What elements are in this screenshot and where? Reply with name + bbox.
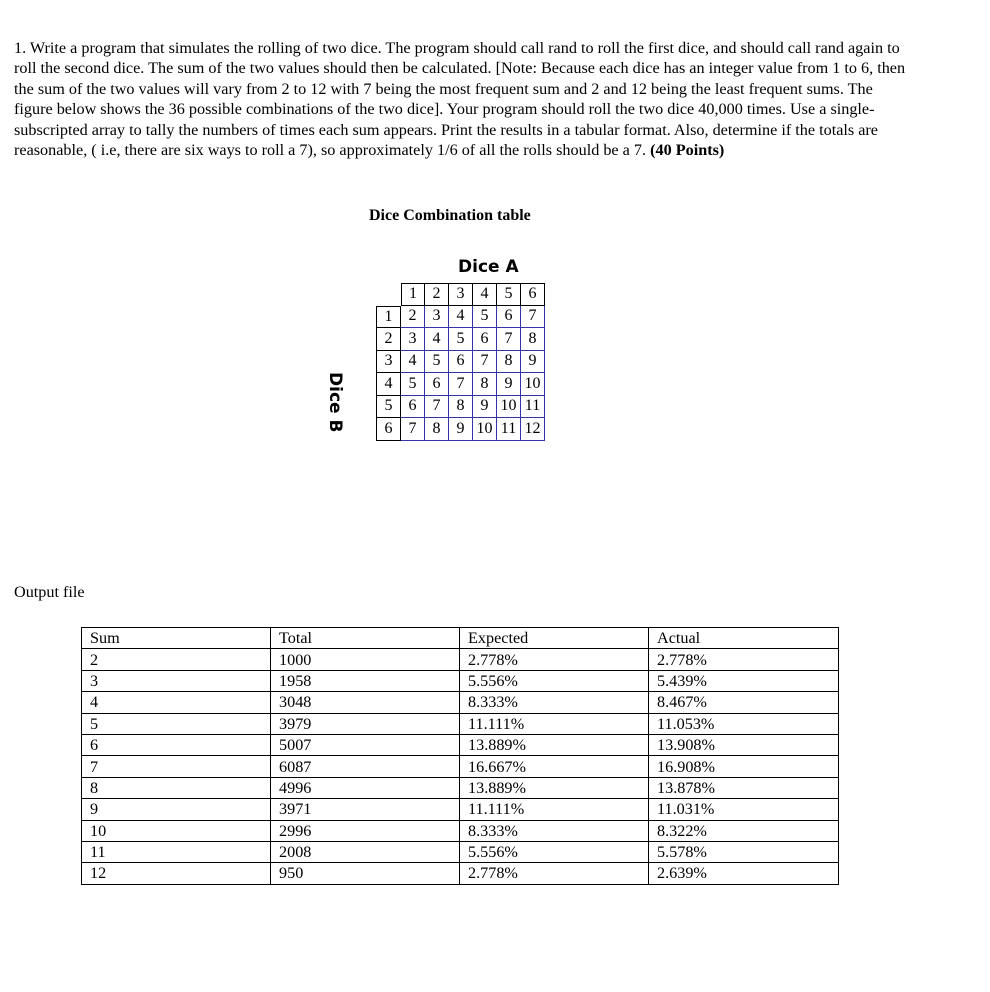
results-row bbox=[82, 799, 839, 820]
results-cell: 3048 bbox=[271, 692, 460, 713]
results-row bbox=[82, 734, 839, 755]
dice-b-row-label: 6 bbox=[376, 418, 401, 441]
results-cell: 1000 bbox=[271, 649, 460, 670]
output-file-label: Output file bbox=[14, 583, 85, 601]
combination-sum-cell: 8 bbox=[425, 418, 449, 441]
combination-sum-cell: 4 bbox=[401, 351, 425, 374]
results-row bbox=[82, 713, 839, 734]
results-cell: 950 bbox=[271, 863, 460, 884]
combination-sum-cell: 7 bbox=[401, 418, 425, 441]
combination-sum-cell: 11 bbox=[521, 396, 545, 419]
results-row bbox=[82, 670, 839, 691]
results-cell: 2.639% bbox=[649, 863, 839, 884]
combination-sum-cell: 7 bbox=[497, 328, 521, 351]
question-body: 1. Write a program that simulates the rolling of two dice. The program should call rand to roll the first dice, and should call rand again to roll the second dice. The sum of the two values should then be calculated. [Note: Because each dice has an integer value from 1 to 6, then the sum of the two values will vary from 2 to 12 with 7 being the most frequent sum and 2 and 12 being the least frequent sums. The figure below shows the 36 possible combinations of the two dice]. Your program should roll the two dice 40,000 times. Use a single-subscripted array to tally the numbers of times each sum appears. Print the results in a tabular format. Also, determine if the totals are reasonable, ( i.e, there are six ways to roll a 7), so approximately 1/6 of all the rolls should be a 7. bbox=[14, 39, 906, 160]
dice-b-row-label: 1 bbox=[376, 306, 401, 329]
results-row bbox=[82, 756, 839, 777]
results-table bbox=[81, 627, 839, 885]
results-cell: 2996 bbox=[271, 820, 460, 841]
results-cell: 11.111% bbox=[460, 713, 649, 734]
results-cell: 3979 bbox=[271, 713, 460, 734]
results-cell: 11 bbox=[82, 841, 271, 862]
dice-b-row-label: 4 bbox=[376, 373, 401, 396]
dice-a-header-cell: 3 bbox=[449, 283, 473, 306]
results-row bbox=[82, 777, 839, 798]
combination-sum-cell: 7 bbox=[449, 373, 473, 396]
results-cell: 5007 bbox=[271, 734, 460, 755]
results-cell: 8 bbox=[82, 777, 271, 798]
dice-a-label: Dice A bbox=[458, 257, 519, 277]
results-cell: 13.889% bbox=[460, 777, 649, 798]
results-cell: 5.439% bbox=[649, 670, 839, 691]
results-cell: 5 bbox=[82, 713, 271, 734]
dice-b-row-label: 3 bbox=[376, 351, 401, 374]
results-cell: 2008 bbox=[271, 841, 460, 862]
results-cell: 13.878% bbox=[649, 777, 839, 798]
results-cell: 10 bbox=[82, 820, 271, 841]
results-cell: 1958 bbox=[271, 670, 460, 691]
combination-sum-cell: 6 bbox=[425, 373, 449, 396]
combination-sum-cell: 5 bbox=[425, 351, 449, 374]
combination-sum-cell: 7 bbox=[473, 351, 497, 374]
results-cell: 11.053% bbox=[649, 713, 839, 734]
results-cell: 11.031% bbox=[649, 799, 839, 820]
combination-sum-cell: 8 bbox=[521, 328, 545, 351]
results-row bbox=[82, 692, 839, 713]
combination-sum-cell: 6 bbox=[449, 351, 473, 374]
combination-sum-cell: 9 bbox=[449, 418, 473, 441]
combination-sum-cell: 8 bbox=[497, 351, 521, 374]
combination-sum-cell: 6 bbox=[473, 328, 497, 351]
combination-sum-cell: 5 bbox=[449, 328, 473, 351]
results-cell: 5.556% bbox=[460, 841, 649, 862]
combination-sum-cell: 9 bbox=[473, 396, 497, 419]
results-cell: 13.908% bbox=[649, 734, 839, 755]
results-header-cell: Total bbox=[271, 628, 460, 649]
dice-combination-grid bbox=[376, 283, 545, 441]
results-cell: 16.908% bbox=[649, 756, 839, 777]
dice-a-header-cell: 5 bbox=[497, 283, 521, 306]
combination-table-title: Dice Combination table bbox=[369, 207, 531, 224]
combination-sum-cell: 12 bbox=[521, 418, 545, 441]
results-cell: 8.322% bbox=[649, 820, 839, 841]
grid-corner bbox=[376, 283, 401, 306]
combination-sum-cell: 3 bbox=[401, 328, 425, 351]
results-cell: 6 bbox=[82, 734, 271, 755]
results-row bbox=[82, 863, 839, 884]
dice-b-label: Dice B bbox=[325, 372, 345, 433]
results-header-cell: Expected bbox=[460, 628, 649, 649]
results-row bbox=[82, 649, 839, 670]
dice-a-header-cell: 4 bbox=[473, 283, 497, 306]
combination-sum-cell: 8 bbox=[473, 373, 497, 396]
results-cell: 5.556% bbox=[460, 670, 649, 691]
combination-sum-cell: 5 bbox=[401, 373, 425, 396]
results-cell: 13.889% bbox=[460, 734, 649, 755]
results-cell: 2.778% bbox=[460, 649, 649, 670]
results-cell: 2 bbox=[82, 649, 271, 670]
dice-a-header-cell: 2 bbox=[425, 283, 449, 306]
combination-sum-cell: 4 bbox=[425, 328, 449, 351]
combination-sum-cell: 6 bbox=[401, 396, 425, 419]
dice-b-row-label: 2 bbox=[376, 328, 401, 351]
combination-sum-cell: 5 bbox=[473, 306, 497, 329]
results-cell: 8.333% bbox=[460, 820, 649, 841]
combination-sum-cell: 3 bbox=[425, 306, 449, 329]
combination-sum-cell: 2 bbox=[401, 306, 425, 329]
combination-sum-cell: 10 bbox=[497, 396, 521, 419]
combination-sum-cell: 9 bbox=[497, 373, 521, 396]
results-cell: 2.778% bbox=[649, 649, 839, 670]
results-header-row bbox=[82, 628, 839, 649]
combination-sum-cell: 7 bbox=[521, 306, 545, 329]
results-cell: 6087 bbox=[271, 756, 460, 777]
results-cell: 2.778% bbox=[460, 863, 649, 884]
results-header-cell: Actual bbox=[649, 628, 839, 649]
combination-sum-cell: 6 bbox=[497, 306, 521, 329]
results-cell: 11.111% bbox=[460, 799, 649, 820]
dice-a-header-cell: 6 bbox=[521, 283, 545, 306]
results-cell: 9 bbox=[82, 799, 271, 820]
results-cell: 3 bbox=[82, 670, 271, 691]
results-cell: 5.578% bbox=[649, 841, 839, 862]
results-cell: 16.667% bbox=[460, 756, 649, 777]
results-cell: 7 bbox=[82, 756, 271, 777]
question-points: (40 Points) bbox=[650, 141, 725, 160]
combination-sum-cell: 7 bbox=[425, 396, 449, 419]
combination-sum-cell: 8 bbox=[449, 396, 473, 419]
dice-a-header-cell: 1 bbox=[401, 283, 425, 306]
combination-sum-cell: 10 bbox=[521, 373, 545, 396]
combination-sum-cell: 10 bbox=[473, 418, 497, 441]
results-header-cell: Sum bbox=[82, 628, 271, 649]
results-cell: 8.467% bbox=[649, 692, 839, 713]
results-row bbox=[82, 841, 839, 862]
results-cell: 3971 bbox=[271, 799, 460, 820]
dice-b-row-label: 5 bbox=[376, 396, 401, 419]
results-cell: 8.333% bbox=[460, 692, 649, 713]
combination-sum-cell: 4 bbox=[449, 306, 473, 329]
results-cell: 4 bbox=[82, 692, 271, 713]
results-cell: 4996 bbox=[271, 777, 460, 798]
combination-sum-cell: 11 bbox=[497, 418, 521, 441]
results-row bbox=[82, 820, 839, 841]
question-text bbox=[14, 38, 914, 160]
combination-sum-cell: 9 bbox=[521, 351, 545, 374]
results-cell: 12 bbox=[82, 863, 271, 884]
